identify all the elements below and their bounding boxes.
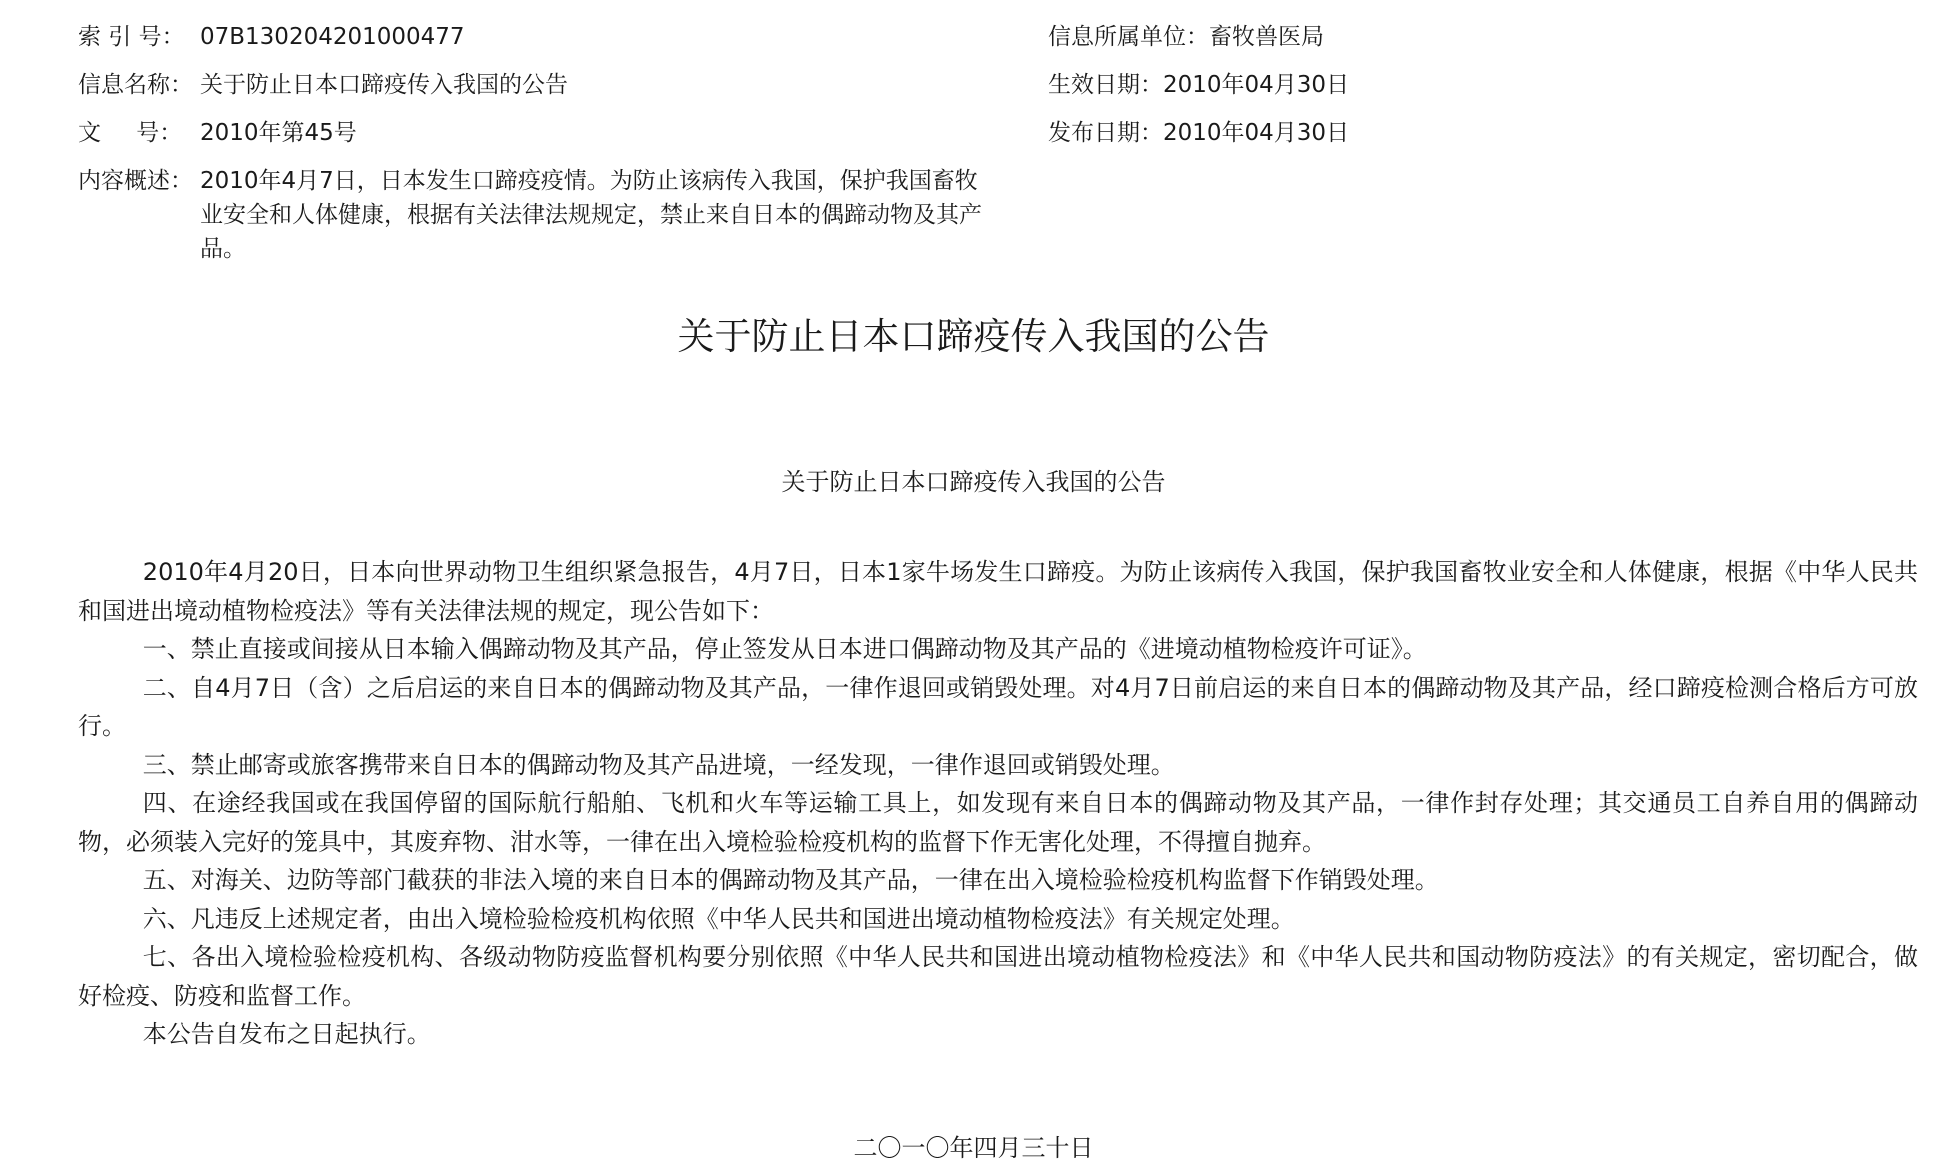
index-number-row (78, 20, 465, 54)
unit-row (1048, 20, 1324, 54)
announcement-title: 关于防止日本口蹄疫传入我国的公告 (781, 468, 1166, 496)
unit-value: 畜牧兽医局 (1209, 24, 1324, 50)
paragraph-effective: 本公告自发布之日起执行。 (142, 1020, 431, 1048)
index-number-value: 07B130204201000477 (200, 24, 465, 50)
summary-value: 2010年4月7日，日本发生口蹄疫疫情。为防止该病传入我国，保护我国畜牧业安全和人体健康，根据有关法律法规规定，禁止来自日本的偶蹄动物及其产品。 (200, 168, 982, 262)
paragraph-item-1: 一、禁止直接或间接从日本输入偶蹄动物及其产品，停止签发从日本进口偶蹄动物及其产品的《进境动植物检疫许可证》。 (142, 635, 1427, 663)
summary-label: 内容概述： (78, 168, 193, 194)
announcement-body (78, 553, 1918, 1054)
publish-date-row (1048, 116, 1349, 150)
unit-label: 信息所属单位： (1048, 24, 1209, 50)
publish-date-value: 2010年04月30日 (1163, 120, 1350, 146)
paragraph-item-2: 二、自4月7日（含）之后启运的来自日本的偶蹄动物及其产品，一律作退回或销毁处理。对4月7日前启运的来自日本的偶蹄动物及其产品，经口蹄疫检测合格后方可放行。 (78, 673, 1918, 740)
summary-row (78, 164, 990, 266)
effective-date-value: 2010年04月30日 (1163, 72, 1350, 98)
paragraph-intro: 2010年4月20日，日本向世界动物卫生组织紧急报告，4月7日，日本1家牛场发生口蹄疫。为防止该病传入我国，保护我国畜牧业安全和人体健康，根据《中华人民共和国进出境动植物检疫法》等有关法律法规的规定，现公告如下： (78, 558, 1918, 625)
paragraph-item-7: 七、各出入境检验检疫机构、各级动物防疫监督机构要分别依照《中华人民共和国进出境动植物检疫法》和《中华人民共和国动物防疫法》的有关规定，密切配合，做好检疫、防疫和监督工作。 (78, 943, 1918, 1010)
effective-date-row (1048, 68, 1349, 102)
info-name-row (78, 68, 568, 102)
info-name-label: 信息名称： (78, 72, 193, 98)
doc-number-value: 2010年第45号 (200, 120, 357, 146)
page-title: 关于防止日本口蹄疫传入我国的公告 (677, 315, 1270, 358)
document-metadata (78, 20, 1928, 270)
paragraph-item-4: 四、在途经我国或在我国停留的国际航行船舶、飞机和火车等运输工具上，如发现有来自日本的偶蹄动物及其产品，一律作封存处理；其交通员工自养自用的偶蹄动物，必须装入完好的笼具中，其废弃物、泔水等，一律在出入境检验检疫机构的监督下作无害化处理，不得擅自抛弃。 (78, 789, 1918, 856)
effective-date-label: 生效日期： (1048, 72, 1163, 98)
info-name-value: 关于防止日本口蹄疫传入我国的公告 (200, 72, 568, 98)
paragraph-item-5: 五、对海关、边防等部门截获的非法入境的来自日本的偶蹄动物及其产品，一律在出入境检验检疫机构监督下作销毁处理。 (142, 866, 1439, 894)
paragraph-item-3: 三、禁止邮寄或旅客携带来自日本的偶蹄动物及其产品进境，一经发现，一律作退回或销毁处理。 (142, 750, 1175, 779)
publish-date-label: 发布日期： (1048, 120, 1163, 146)
index-number-label: 索 引 号： (78, 24, 185, 50)
paragraph-item-6: 六、凡违反上述规定者，由出入境检验检疫机构依照《中华人民共和国进出境动植物检疫法》有关规定处理。 (142, 904, 1295, 933)
signature-date: 二〇一〇年四月三十日 (853, 1134, 1094, 1162)
doc-number-label: 文 号： (78, 120, 183, 146)
doc-number-row (78, 116, 357, 150)
